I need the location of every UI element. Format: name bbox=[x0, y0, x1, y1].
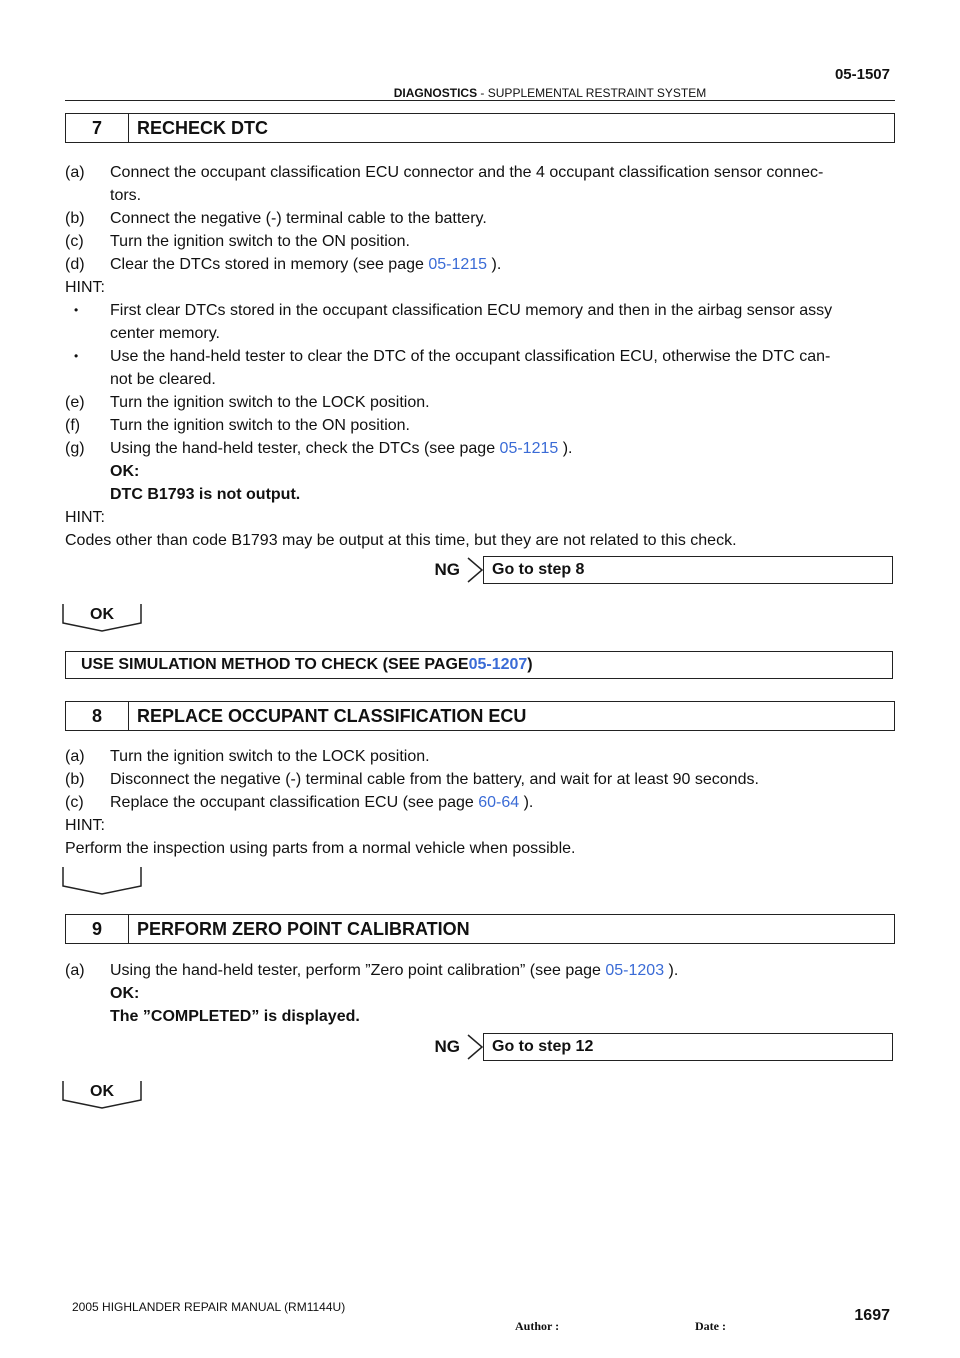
next-arrow bbox=[62, 866, 142, 896]
ng-branch bbox=[410, 556, 490, 584]
step-number: 9 bbox=[66, 915, 129, 943]
subsection-name: SUPPLEMENTAL RESTRAINT SYSTEM bbox=[487, 86, 707, 100]
hint-text: Codes other than code B1793 may be output at this time, but they are not related to this check. bbox=[65, 532, 737, 549]
ng-label: NG bbox=[434, 560, 460, 579]
page-link[interactable]: 05-1215 bbox=[428, 256, 488, 273]
step-number: 8 bbox=[66, 702, 129, 730]
hint-label: HINT: bbox=[65, 509, 105, 526]
down-arrow-icon bbox=[62, 866, 142, 896]
header-dash: - bbox=[480, 86, 485, 100]
step-number: 7 bbox=[66, 114, 129, 142]
bullet-icon: • bbox=[74, 349, 79, 363]
section-header bbox=[0, 86, 960, 100]
step-title: RECHECK DTC bbox=[137, 117, 269, 138]
ok-label: OK bbox=[90, 1083, 114, 1100]
ok-label: OK bbox=[90, 606, 114, 623]
use-simulation-box: USE SIMULATION METHOD TO CHECK (SEE PAGE 05-1207 ) bbox=[65, 651, 893, 679]
page-link[interactable]: 05-1203 bbox=[605, 962, 665, 979]
hint-text: Perform the inspection using parts from a normal vehicle when possible. bbox=[65, 840, 576, 857]
page-number: 1697 bbox=[854, 1307, 890, 1324]
go-to-step-8-link[interactable]: Go to step 8 bbox=[483, 556, 893, 584]
bullet-icon: • bbox=[74, 303, 79, 317]
page-code: 05-1507 bbox=[834, 66, 890, 83]
ok-branch bbox=[62, 1080, 142, 1110]
step-7-header bbox=[65, 113, 895, 143]
author-label: Author : bbox=[515, 1319, 560, 1333]
header-rule bbox=[65, 100, 895, 101]
page-link[interactable]: 05-1215 bbox=[499, 440, 559, 457]
step-title: PERFORM ZERO POINT CALIBRATION bbox=[137, 918, 470, 939]
page-link[interactable]: 05-1207 bbox=[468, 656, 528, 673]
ok-branch bbox=[62, 603, 142, 633]
go-to-step-12-link[interactable]: Go to step 12 bbox=[483, 1033, 893, 1061]
ng-branch bbox=[410, 1033, 490, 1061]
ng-label: NG bbox=[434, 1037, 460, 1056]
step-8-header bbox=[65, 701, 895, 731]
page-link[interactable]: 60-64 bbox=[478, 794, 520, 811]
hint-label: HINT: bbox=[65, 279, 105, 296]
hint-label: HINT: bbox=[65, 817, 105, 834]
manual-title: 2005 HIGHLANDER REPAIR MANUAL (RM1144U) bbox=[72, 1300, 346, 1314]
step-title: REPLACE OCCUPANT CLASSIFICATION ECU bbox=[137, 705, 527, 726]
step-9-header bbox=[65, 914, 895, 944]
date-label: Date : bbox=[695, 1319, 726, 1333]
section-name: DIAGNOSTICS bbox=[393, 86, 478, 100]
